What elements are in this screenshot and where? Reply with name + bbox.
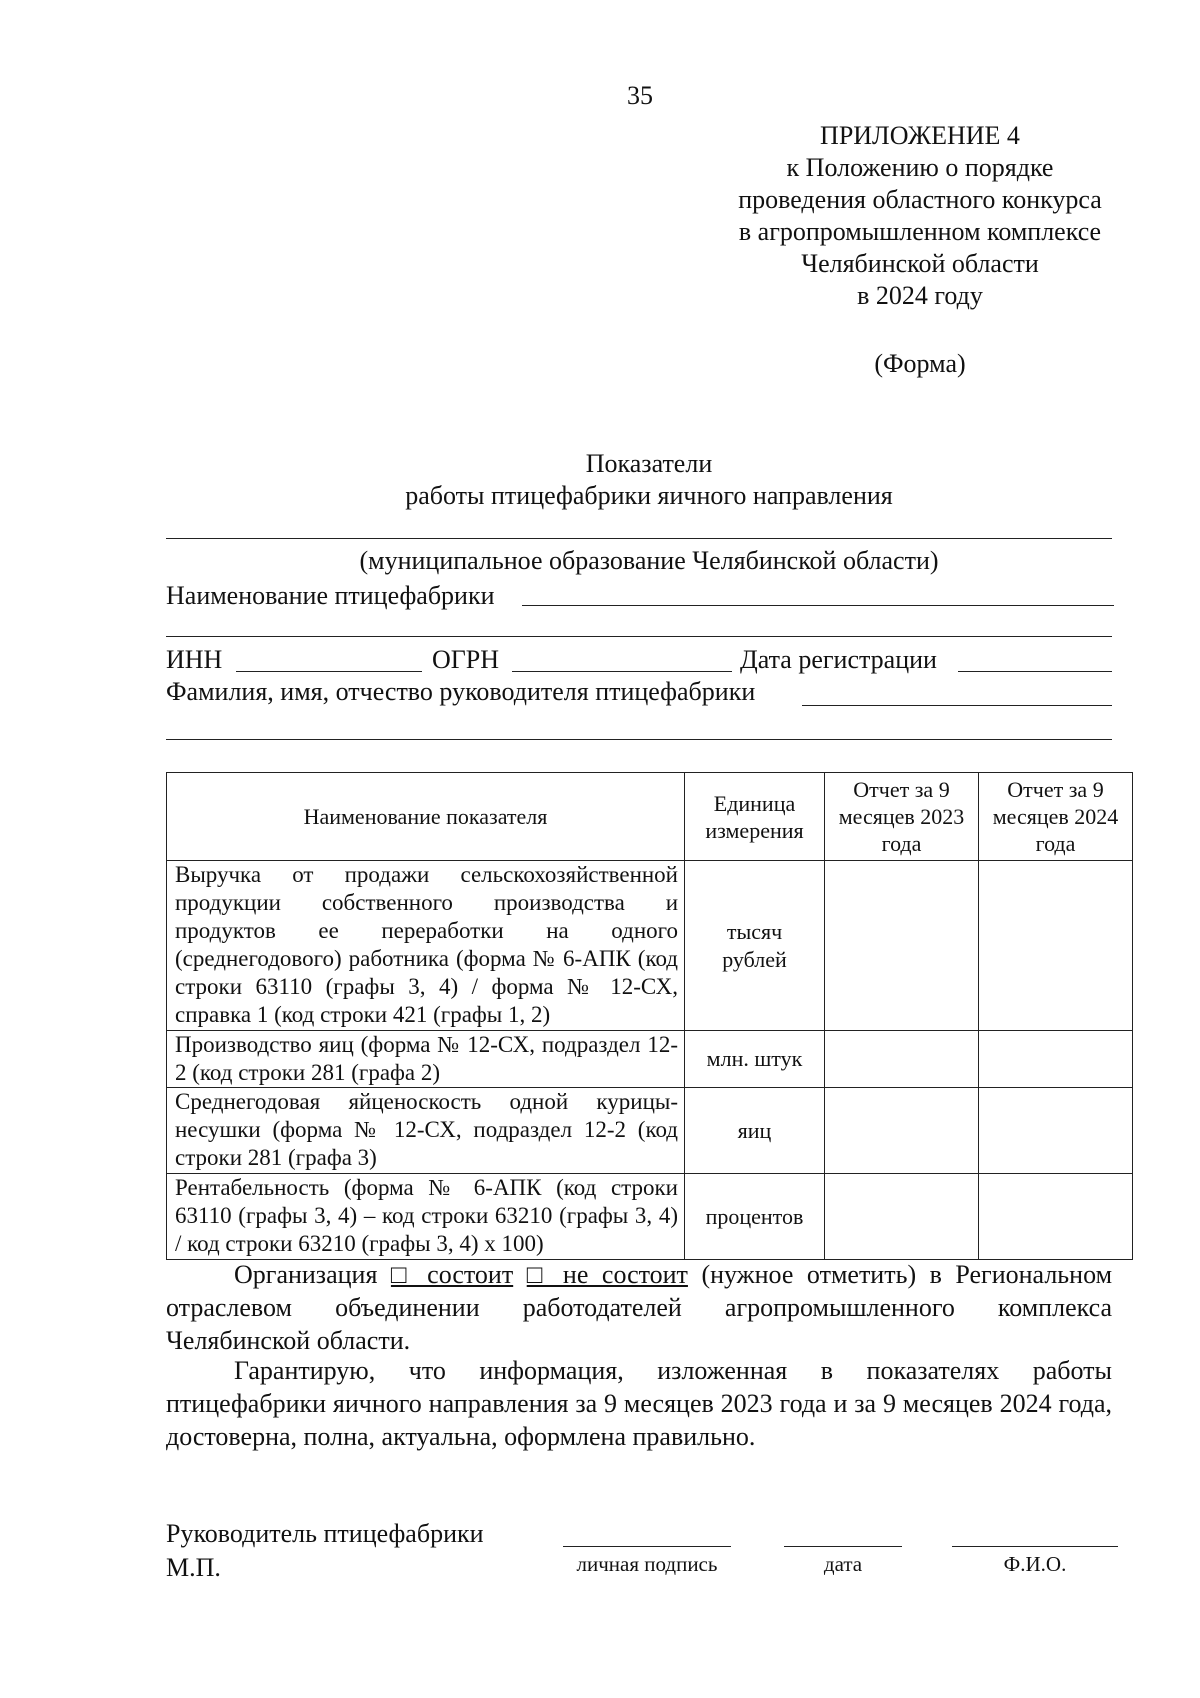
option-consists[interactable]: □ состоит xyxy=(390,1260,514,1289)
appendix-title: ПРИЛОЖЕНИЕ 4 xyxy=(820,121,1020,150)
appendix-line: в агропромышленном комплексе xyxy=(738,217,1102,246)
table-row xyxy=(167,1174,1133,1260)
appendix-line: Челябинской области xyxy=(801,249,1039,278)
director-field-continuation[interactable] xyxy=(166,739,1112,740)
guarantee-paragraph: Гарантирую, что информация, изложенная в показателях работы птицефабрики яичного направления за 9 месяцев 2023 года и за 9 месяцев 2024 года, достоверна, полна, актуальна, оформлена правильно. xyxy=(166,1356,1112,1451)
option-not-consists[interactable]: □ не состоит xyxy=(526,1260,688,1289)
reg-date-field[interactable] xyxy=(958,671,1112,672)
membership-suffix: (нужное отметить) в Региональном отраслевом объединении работодателей агропромышленного комплекса Челябинской области. xyxy=(166,1260,1113,1355)
table-row xyxy=(167,861,1133,1031)
page-number: 35 xyxy=(627,81,653,110)
row-unit-revenue: тысяч рублей xyxy=(685,861,825,1031)
ogrn-field[interactable] xyxy=(512,671,732,672)
fio-field[interactable] xyxy=(952,1546,1118,1547)
row-value-2024-profitability[interactable] xyxy=(979,1174,1133,1260)
municipality-caption: (муниципальное образование Челябинской области) xyxy=(359,546,939,575)
appendix-line: в 2024 году xyxy=(857,281,983,310)
appendix-line: проведения областного конкурса xyxy=(738,185,1102,214)
row-value-2024-egg-laying[interactable] xyxy=(979,1088,1133,1174)
signature-field[interactable] xyxy=(563,1546,731,1547)
row-value-2023-profitability[interactable] xyxy=(825,1174,979,1260)
fio-caption: Ф.И.О. xyxy=(1003,1552,1067,1576)
heading-line1: Показатели xyxy=(585,449,713,478)
indicators-table xyxy=(166,772,1133,1260)
stamp-label: М.П. xyxy=(166,1553,221,1582)
appendix-block xyxy=(700,120,1140,312)
row-name-egg-laying: Среднегодовая яйценоскость одной курицы-несушки (форма № 12-СХ, подраздел 12-2 (код строки 281 (графа 3) xyxy=(167,1088,685,1174)
row-value-2023-egg-laying[interactable] xyxy=(825,1088,979,1174)
membership-prefix: Организация xyxy=(234,1260,378,1289)
date-caption: дата xyxy=(823,1552,863,1576)
header-indicator-name: Наименование показателя xyxy=(167,773,685,861)
header-unit: Единица измерения xyxy=(685,773,825,861)
row-value-2023-revenue[interactable] xyxy=(825,861,979,1031)
table-row xyxy=(167,1088,1133,1174)
header-2023: Отчет за 9 месяцев 2023 года xyxy=(825,773,979,861)
ogrn-label: ОГРН xyxy=(432,645,500,674)
document-heading xyxy=(166,448,1132,512)
form-label: (Форма) xyxy=(874,349,966,378)
director-label: Фамилия, имя, отчество руководителя птицефабрики xyxy=(166,677,756,706)
signature-caption: личная подпись xyxy=(576,1552,718,1576)
row-value-2024-revenue[interactable] xyxy=(979,861,1133,1031)
name-field-continuation[interactable] xyxy=(166,636,1112,637)
row-value-2023-egg-production[interactable] xyxy=(825,1031,979,1088)
row-name-profitability: Рентабельность (форма № 6-АПК (код строки 63110 (графы 3, 4) – код строки 63210 (графы 3, 4) / код строки 63210 (графы 3, 4) х 100) xyxy=(167,1174,685,1260)
heading-line2: работы птицефабрики яичного направления xyxy=(405,481,893,510)
appendix-line: к Положению о порядке xyxy=(786,153,1054,182)
table-header-row xyxy=(167,773,1133,861)
name-label: Наименование птицефабрики xyxy=(166,581,495,610)
director-field[interactable] xyxy=(802,705,1112,706)
row-unit-egg-production: млн. штук xyxy=(685,1031,825,1088)
municipality-field[interactable] xyxy=(166,538,1112,539)
table-row xyxy=(167,1031,1133,1088)
inn-field[interactable] xyxy=(236,671,422,672)
reg-date-label: Дата регистрации xyxy=(740,645,937,674)
row-unit-egg-laying: яиц xyxy=(685,1088,825,1174)
date-field[interactable] xyxy=(784,1546,902,1547)
name-field[interactable] xyxy=(522,605,1114,606)
membership-paragraph xyxy=(166,1258,1112,1357)
inn-label: ИНН xyxy=(166,645,223,674)
row-name-revenue: Выручка от продажи сельскохозяйственной продукции собственного производства и продуктов ее переработки на одного (среднегодового) работника (форма № 6-АПК (код строки 63110 (графы 3, 4) / форма № 12-СХ, справка 1 (код строки 421 (графы 1, 2) xyxy=(167,861,685,1031)
row-name-egg-production: Производство яиц (форма № 12-СХ, подраздел 12-2 (код строки 281 (графа 2) xyxy=(167,1031,685,1088)
row-unit-profitability: процентов xyxy=(685,1174,825,1260)
row-value-2024-egg-production[interactable] xyxy=(979,1031,1133,1088)
header-2024: Отчет за 9 месяцев 2024 года xyxy=(979,773,1133,861)
signature-role: Руководитель птицефабрики xyxy=(166,1519,484,1548)
